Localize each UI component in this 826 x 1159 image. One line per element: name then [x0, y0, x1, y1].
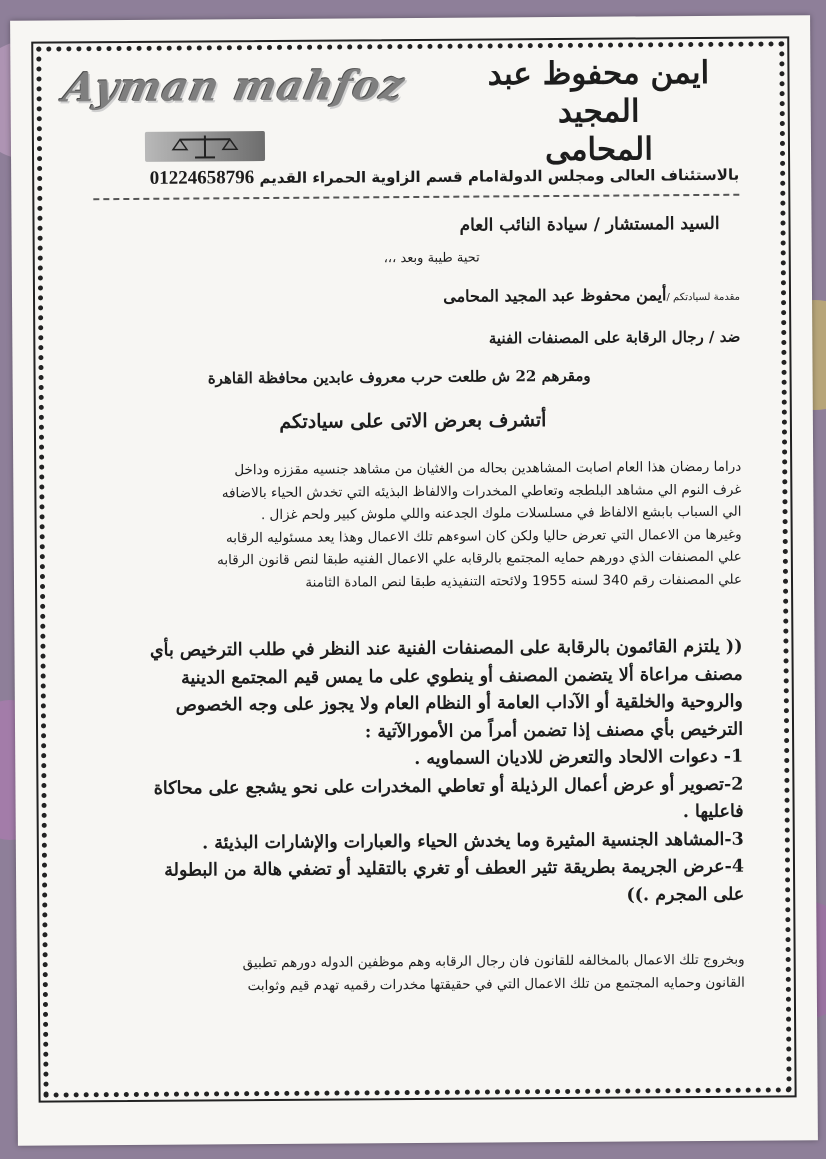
quote-line: فاعليها .	[682, 801, 744, 823]
address-text: بالاستئناف العالى ومجلس الدولةامام قسم الزاوية الحمراء القديم	[259, 165, 740, 188]
against-line: ضد / رجال الرقابة على المصنفات الفنية	[488, 327, 741, 348]
quote-line: (( يلتزم القائمون بالرقابة على المصنفات الفنية عند النظر في طلب الترخيص بأي	[149, 636, 743, 661]
submitted-by-label: مقدمة لسيادتكم /	[666, 291, 741, 304]
letterhead-name-line1: ايمن محفوظ عبد المجيد	[487, 54, 710, 130]
addressee-line: السيد المستشار / سيادة النائب العام	[459, 213, 720, 236]
greeting-line: تحية طيبة وبعد ،،،	[383, 250, 480, 267]
headquarters-line: ومقرهم 22 ش طلعت حرب معروف عابدين محافظة القاهرة	[207, 366, 591, 388]
quote-line: الترخيص بأي مصنف إذا تضمن أمراً من الأمورالآتية :	[364, 719, 744, 742]
submitted-by-name: أيمن محفوظ عبد المجيد المحامى	[443, 285, 667, 306]
letterhead-address	[83, 164, 739, 191]
law-quote	[80, 634, 744, 914]
logo-latin-name: Ayman mahfoz	[59, 62, 410, 112]
quote-item: 2-تصوير أو عرض أعمال الرذيلة أو تعاطي المخدرات على نحو يشجع على محاكاة	[153, 774, 744, 799]
document-content	[52, 54, 775, 1086]
paragraph-line: دراما رمضان هذا العام اصابت المشاهدين بحاله من الغثيان من مشاهد جنسيه مقززه وداخل	[234, 458, 742, 479]
submitted-by-line	[74, 285, 740, 309]
letterhead-arabic-name	[458, 54, 739, 170]
scales-of-justice-icon	[145, 131, 265, 162]
document-page	[10, 15, 818, 1146]
paragraph-line: علي المصنفات رقم 340 لسنه 1955 ولائحته التنفيذيه طبقا لنص المادة الثامنة	[305, 571, 743, 591]
honor-line: أتشرف بعرض الاتى على سيادتكم	[279, 409, 547, 433]
intro-paragraph	[79, 456, 742, 596]
paragraph-line: علي المصنفات الذي دورهم حمايه المجتمع بالرقابه علي الاعمال الفنيه طبقا لنص قانون الرقابه	[217, 548, 742, 569]
quote-line: مصنف مراعاة ألا يتضمن المصنف أو ينطوي على ما يمس قيم المجتمع الدينية	[181, 664, 743, 689]
quote-item: 1- دعوات الالحاد والتعرض للاديان السماويه .	[414, 746, 744, 770]
paragraph-line: القانون وحمايه المجتمع من تلك الاعمال التي في حقيقتها مخدرات رقميه تهدم قيم وثوابت	[247, 974, 745, 994]
quote-item: 4-عرض الجريمة بطريقة تثير العطف أو تغري بالتقليد أو تضفي هالة من البطولة	[164, 856, 745, 881]
paragraph-line: وغيرها من الاعمال التي تعرض حاليا ولكن كان اسوءهم تلك الاعمال وهذا يعد مسئوليه الرقابه	[225, 526, 742, 546]
letterhead-name-line2: المحامى	[544, 131, 654, 169]
paragraph-line: غرف النوم الي مشاهد البلطجه وتعاطي المخدرات والالفاظ البذيئه التي تخدش الحياء بالاضافه	[221, 481, 742, 501]
quote-line: والروحية والخلقية أو الآداب العامة أو النظام العام ولا يجوز على وجه الخصوص	[175, 691, 743, 716]
closing-paragraph	[119, 949, 745, 998]
paragraph-line: وبخروج تلك الاعمال بالمخالفه للقانون فان رجال الرقابه وهم موظفين الدوله دورهم تطبيق	[242, 951, 745, 972]
quote-line: على المجرم .))	[626, 884, 745, 906]
phone-number: 01224658796	[149, 167, 255, 189]
quote-item: 3-المشاهد الجنسية المثيرة وما يخدش الحياء والعبارات والإشارات البذيئة .	[201, 829, 744, 853]
dashed-divider	[93, 194, 739, 201]
paragraph-line: الي السباب بابشع الالفاظ في مسلسلات ملوك الجدعنه واللي ملوش كبير ولحم غزال .	[260, 503, 742, 524]
